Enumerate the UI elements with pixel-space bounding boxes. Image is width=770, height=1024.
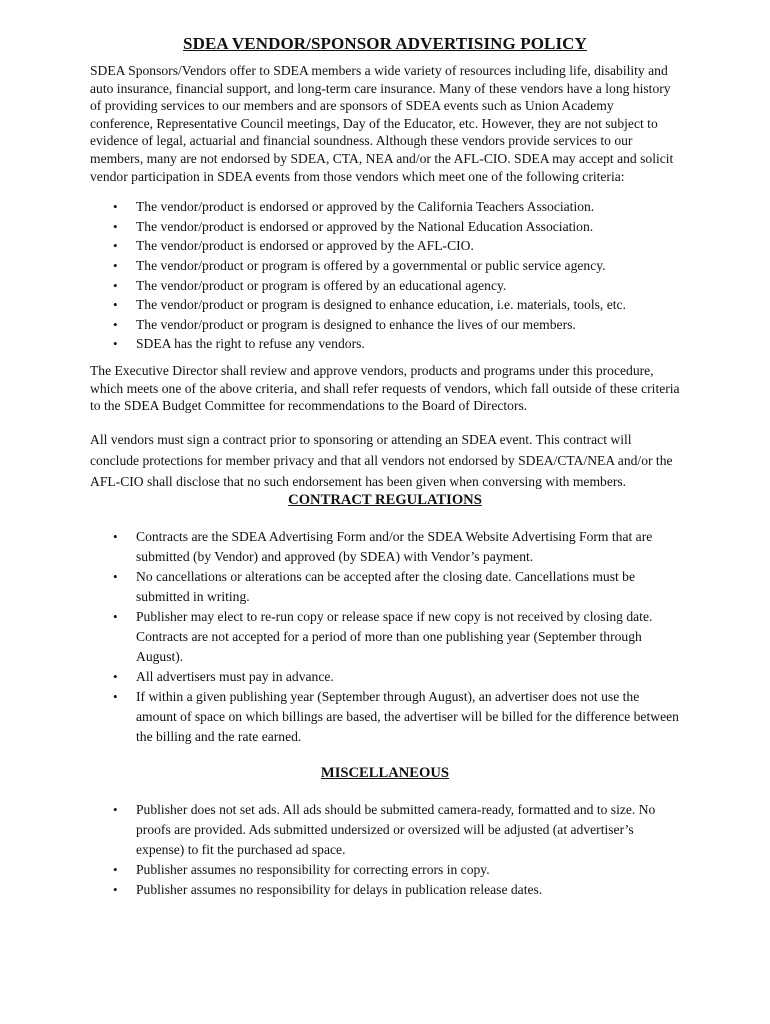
document-title: SDEA VENDOR/SPONSOR ADVERTISING POLICY bbox=[183, 34, 587, 53]
contract-regulations-heading: CONTRACT REGULATIONS bbox=[288, 491, 482, 508]
criteria-item: • The vendor/product or program is designed to enhance education, i.e. materials, tools, etc. bbox=[90, 295, 680, 315]
contract-regulation-item: • If within a given publishing year (September through August), an advertiser does not use the amount of space on which billings are based, the advertiser will be billed for the difference between the billing and the rate earned. bbox=[90, 687, 680, 747]
criteria-item: • The vendor/product is endorsed or approved by the AFL-CIO. bbox=[90, 236, 680, 256]
contract-regulations-list bbox=[90, 527, 680, 747]
miscellaneous-item: • Publisher does not set ads. All ads should be submitted camera-ready, formatted and to size. No proofs are provided. Ads submitted undersized or oversized will be adjusted (at advertiser’s expense) to fit the purchased ad space. bbox=[90, 800, 680, 860]
contract-regulation-item: • Contracts are the SDEA Advertising Form and/or the SDEA Website Advertising Form that are submitted (by Vendor) and approved (by SDEA) with Vendor’s payment. bbox=[90, 527, 680, 567]
miscellaneous-item: • Publisher assumes no responsibility for correcting errors in copy. bbox=[90, 860, 680, 880]
criteria-item: • The vendor/product or program is offered by a governmental or public service agency. bbox=[90, 256, 680, 276]
criteria-list bbox=[90, 197, 680, 354]
criteria-item: • The vendor/product is endorsed or approved by the California Teachers Association. bbox=[90, 197, 680, 217]
miscellaneous-list bbox=[90, 800, 680, 900]
criteria-item: • The vendor/product or program is designed to enhance the lives of our members. bbox=[90, 315, 680, 335]
criteria-item: • The vendor/product is endorsed or approved by the National Education Association. bbox=[90, 217, 680, 237]
miscellaneous-item: • Publisher assumes no responsibility for delays in publication release dates. bbox=[90, 880, 680, 900]
contract-regulation-item: • All advertisers must pay in advance. bbox=[90, 667, 680, 687]
criteria-item: • SDEA has the right to refuse any vendors. bbox=[90, 334, 680, 354]
miscellaneous-heading: MISCELLANEOUS bbox=[320, 764, 450, 781]
criteria-item: • The vendor/product or program is offered by an educational agency. bbox=[90, 276, 680, 296]
contract-regulation-item: • No cancellations or alterations can be accepted after the closing date. Cancellations must be submitted in writing. bbox=[90, 567, 680, 607]
contract-paragraph: All vendors must sign a contract prior to sponsoring or attending an SDEA event. This contract will conclude protections for member privacy and that all vendors not endorsed by SDEA/CTA/NEA and/or the AFL-CIO shall disclose that no such endorsement has been given when conversing with members. bbox=[90, 431, 673, 489]
executive-director-paragraph: The Executive Director shall review and approve vendors, products and programs under this procedure, which meets one of the above criteria, and shall refer requests of vendors, which fall outside of these criteria to the SDEA Budget Committee for recommendations to the Board of Directors. bbox=[90, 362, 680, 414]
intro-paragraph: SDEA Sponsors/Vendors offer to SDEA members a wide variety of resources including life, disability and auto insurance, financial support, and long-term care insurance. Many of these vendors have a long history of providing services to our members and are sponsors of SDEA events such as Union Academy conference, Representative Council meetings, Day of the Educator, etc. However, they are not subject to evidence of legal, actuarial and financial soundness. Although these vendors provide services to our members, many are not endorsed by SDEA, CTA, NEA and/or the AFL-CIO. SDEA may accept and solicit vendor participation in SDEA events from those vendors which meet one of the following criteria: bbox=[90, 63, 674, 184]
contract-regulation-item: • Publisher may elect to re-run copy or release space if new copy is not received by closing date. Contracts are not accepted for a period of more than one publishing year (September through August). bbox=[90, 607, 680, 667]
